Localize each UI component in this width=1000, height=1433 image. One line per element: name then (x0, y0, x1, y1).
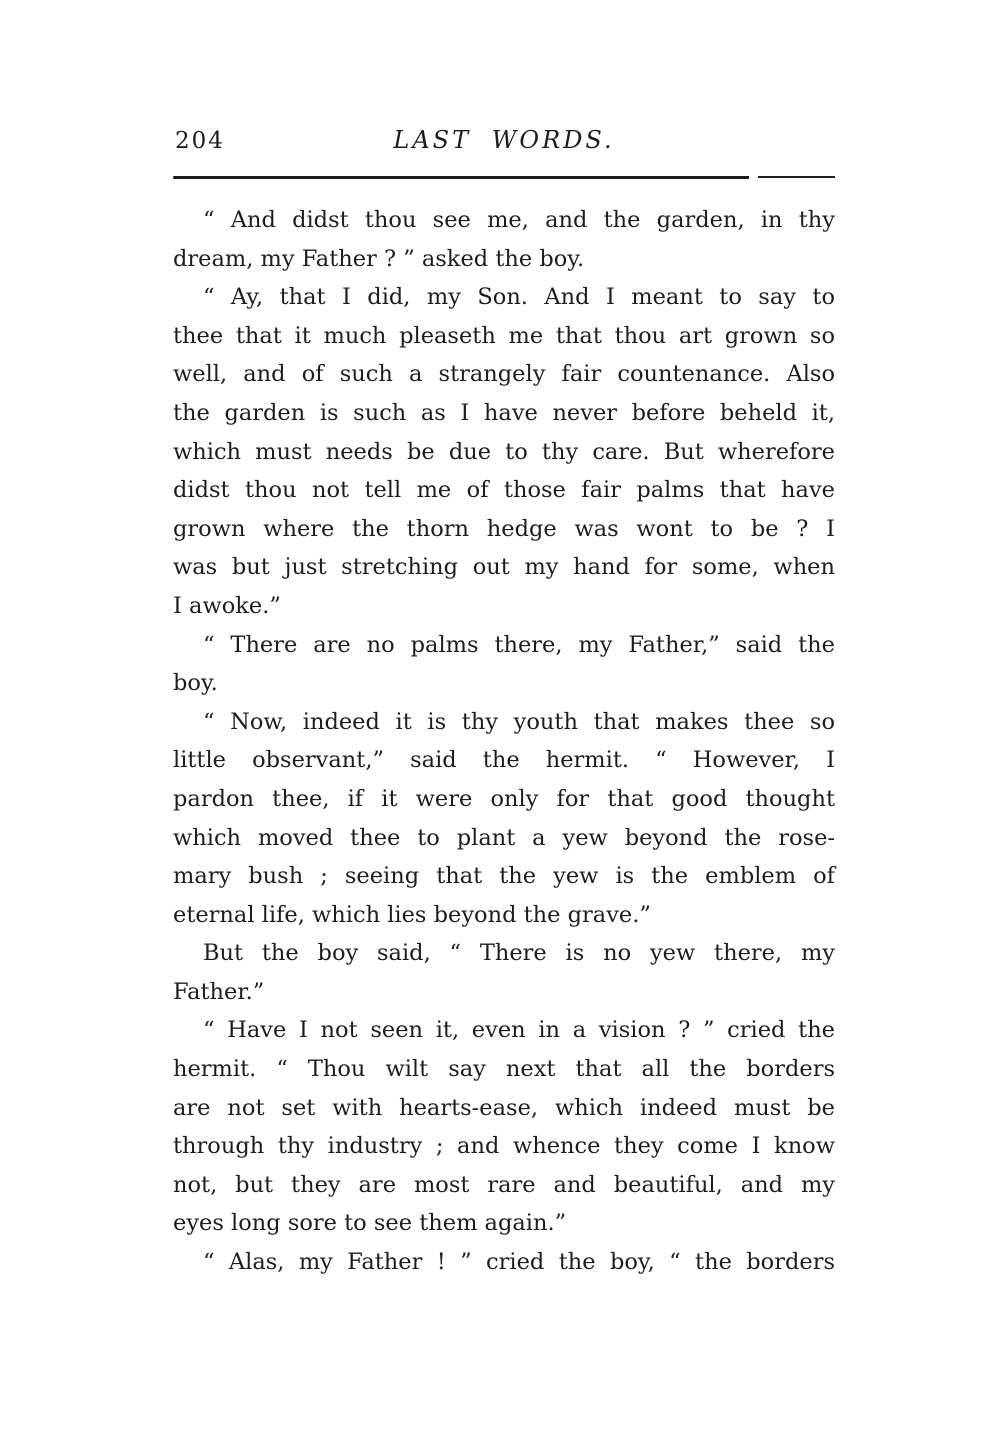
page-number: 204 (175, 128, 225, 154)
header-rule-gap (749, 176, 758, 179)
text-line: Father.” (173, 978, 265, 1005)
text-line: well, and of such a strangely fair countenance. Also (173, 361, 835, 388)
text-line: “ Now, indeed it is thy youth that makes thee so (203, 708, 835, 735)
text-line: through thy industry ; and whence they come I know (173, 1133, 835, 1160)
text-line: grown where the thorn hedge was wont to be ? I (173, 515, 835, 542)
text-line: boy. (173, 670, 218, 697)
text-line: the garden is such as I have never before beheld it, (173, 399, 835, 426)
page-text (173, 201, 835, 1282)
text-line: didst thou not tell me of those fair palms that have (173, 477, 835, 504)
text-line: are not set with hearts-ease, which indeed must be (173, 1094, 835, 1121)
text-line: was but just stretching out my hand for some, when (173, 554, 835, 581)
page-content (173, 126, 835, 1282)
text-line: little observant,” said the hermit. “ However, I (173, 747, 835, 774)
text-line: “ Alas, my Father ! ” cried the boy, “ the borders (203, 1249, 835, 1276)
text-line: which moved thee to plant a yew beyond the rose- (173, 824, 835, 851)
text-line: which must needs be due to thy care. But wherefore (173, 438, 835, 465)
text-line: thee that it much pleaseth me that thou art grown so (173, 322, 835, 349)
header-rule (173, 175, 835, 179)
running-title: LAST WORDS. (393, 126, 615, 154)
text-line: “ And didst thou see me, and the garden, in thy (203, 207, 835, 233)
text-line: But the boy said, “ There is no yew there, my (203, 940, 835, 967)
text-line: eternal life, which lies beyond the grave.” (173, 901, 651, 928)
text-line: “ There are no palms there, my Father,” said the (203, 631, 835, 658)
header-rule-segment-long (173, 176, 749, 179)
text-line: hermit. “ Thou wilt say next that all the borders (173, 1056, 835, 1083)
text-line: “ Have I not seen it, even in a vision ? ” cried the (203, 1017, 835, 1044)
text-line: mary bush ; seeing that the yew is the emblem of (173, 863, 835, 890)
header-rule-segment-short (758, 176, 835, 178)
text-line: pardon thee, if it were only for that good thought (173, 785, 835, 812)
text-line: not, but they are most rare and beautiful, and my (173, 1171, 835, 1198)
text-line: I awoke.” (173, 592, 281, 619)
page-header (173, 126, 835, 160)
text-line: “ Ay, that I did, my Son. And I meant to say to (203, 284, 835, 311)
text-line: eyes long sore to see them again.” (173, 1210, 567, 1237)
text-line: dream, my Father ? ” asked the boy. (173, 245, 585, 272)
